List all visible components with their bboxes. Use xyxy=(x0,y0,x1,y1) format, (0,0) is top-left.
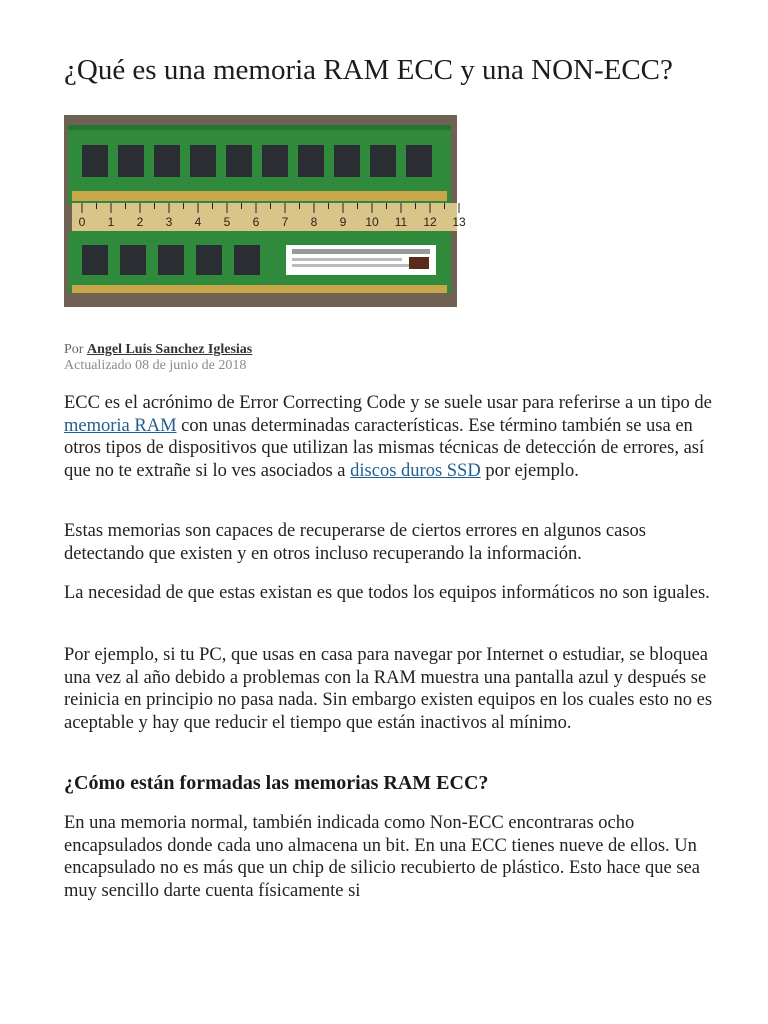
memory-chip xyxy=(196,245,222,275)
ruler-number: 8 xyxy=(310,215,318,229)
ruler-number: 9 xyxy=(339,215,347,229)
memory-chip xyxy=(120,245,146,275)
memory-chip xyxy=(234,245,260,275)
ruler-number: 0 xyxy=(78,215,86,229)
paragraph-1-text-c: por ejemplo. xyxy=(480,460,579,481)
memory-chip xyxy=(406,145,432,177)
memory-chip xyxy=(158,245,184,275)
ruler-number: 7 xyxy=(281,215,289,229)
memory-chip xyxy=(298,145,324,177)
ruler-number: 1 xyxy=(107,215,115,229)
section-heading: ¿Cómo están formadas las memorias RAM ECC? xyxy=(64,772,489,794)
paragraph-1 xyxy=(64,392,714,482)
paragraph-4: Por ejemplo, si tu PC, que usas en casa para navegar por Internet o estudiar, se bloquea una vez al año debido a problemas con la RAM muestra una pantalla azul y después se reinicia en principio no pasa nada. Sin embargo existen equipos en los cuales esto no es aceptable y hay que reducir el tiempo que están inactivos al mínimo. xyxy=(64,645,713,733)
byline xyxy=(64,341,252,358)
memory-chip xyxy=(82,145,108,177)
updated-date: Actualizado 08 de junio de 2018 xyxy=(64,358,247,373)
ruler-number: 3 xyxy=(165,215,173,229)
paragraph-5: En una memoria normal, también indicada como Non-ECC encontraras ocho encapsulados donde cada uno almacena un bit. En una ECC tienes nueve de ellos. Un encapsulado no es más que un chip de silicio recubierto de plástico. Esto hace que sea muy sencillo darte cuenta físicamente si xyxy=(64,813,700,901)
memoria-ram-link[interactable]: memoria RAM xyxy=(64,415,177,436)
byline-prefix: Por xyxy=(64,342,84,357)
memory-chip xyxy=(370,145,396,177)
memory-chip xyxy=(226,145,252,177)
ruler-number: 10 xyxy=(365,215,379,229)
ram-modules-illustration xyxy=(64,115,466,307)
ruler-number: 13 xyxy=(452,215,466,229)
paragraph-3: La necesidad de que estas existan es que todos los equipos informáticos no son iguales. xyxy=(64,583,710,603)
paragraph-1-text-a: ECC es el acrónimo de Error Correcting Code y se suele usar para referirse a un tipo de xyxy=(64,393,712,413)
author-link[interactable]: Angel Luis Sanchez Iglesias xyxy=(86,342,253,357)
memory-chip xyxy=(82,245,108,275)
memory-chip xyxy=(154,145,180,177)
memory-chip xyxy=(118,145,144,177)
paragraph-1-text-b: con unas determinadas características. Ese término también se usa en otros tipos de dispositivos que utilizan las mismas técnicas de detección de errores, así que no te extrañe si lo ves asociados a xyxy=(64,415,705,481)
discos-ssd-link[interactable]: discos duros SSD xyxy=(350,460,481,481)
ruler-number: 12 xyxy=(423,215,437,229)
ruler-number: 2 xyxy=(136,215,144,229)
ruler-number: 4 xyxy=(194,215,202,229)
ram-modules-photo xyxy=(64,115,466,307)
article-title: ¿Qué es una memoria RAM ECC y una NON-ECC? xyxy=(64,54,673,86)
ruler-number: 5 xyxy=(223,215,231,229)
memory-chip xyxy=(262,145,288,177)
memory-chip xyxy=(334,145,360,177)
ruler-number: 6 xyxy=(252,215,260,229)
memory-chip xyxy=(190,145,216,177)
paragraph-2: Estas memorias son capaces de recuperarse de ciertos errores en algunos casos detectando que existen y en otros incluso recuperando la información. xyxy=(64,521,646,564)
ruler-number: 11 xyxy=(394,215,408,229)
